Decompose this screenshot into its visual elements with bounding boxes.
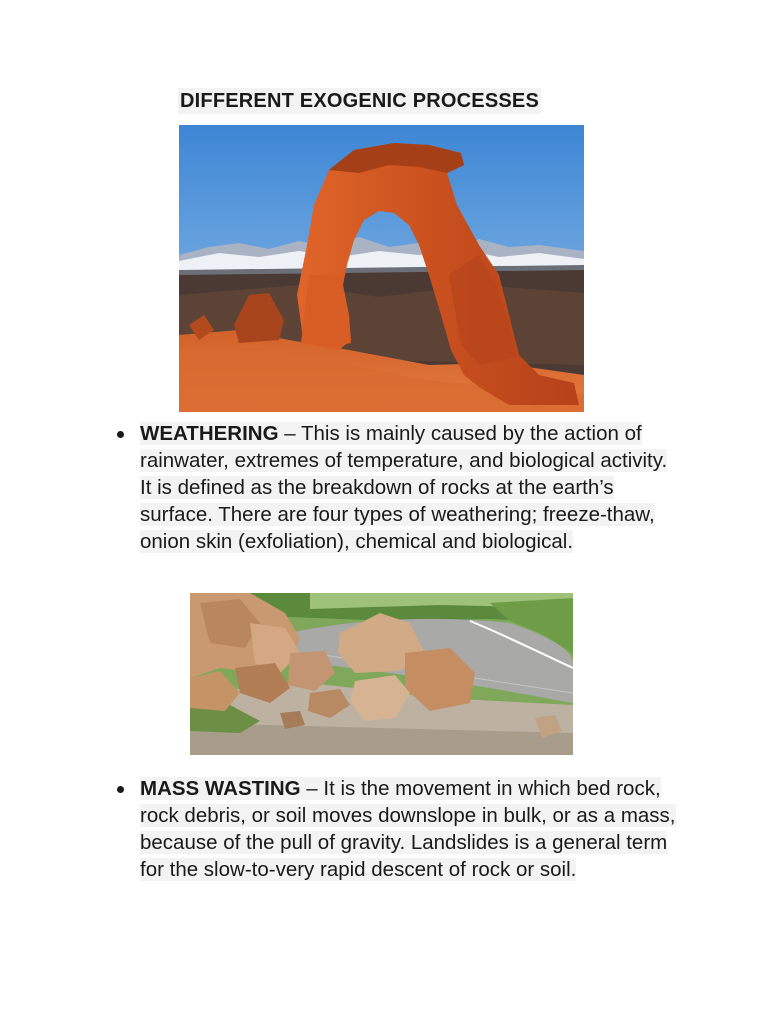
section-separator: – xyxy=(300,777,324,800)
document-title: DIFFERENT EXOGENIC PROCESSES xyxy=(180,90,539,112)
section-text: This is mainly caused by the action of rainwater, extremes of temperature, and biological activity. It is defined as the breakdown of rocks at the earth’s surface. There are four types of weathering; freeze-thaw, onion skin (exfoliation), chemical and biological. xyxy=(140,422,668,553)
weathering-section xyxy=(0,420,680,555)
list-item xyxy=(0,775,680,883)
list-item xyxy=(0,420,680,555)
rock-arch-photo xyxy=(179,125,584,412)
bullet-icon xyxy=(117,786,124,793)
bullet-icon xyxy=(117,431,124,438)
mass-wasting-section xyxy=(0,775,680,883)
section-term: WEATHERING xyxy=(140,422,279,445)
section-term: MASS WASTING xyxy=(140,777,301,800)
rockfall-road-photo xyxy=(190,593,573,755)
section-separator: – xyxy=(278,422,301,445)
section-text: It is the movement in which bed rock, rock debris, or soil moves downslope in bulk, or as a mass, because of the pull of gravity. Landslides is a general term for the slow-to-very rapid descent of rock or soil. xyxy=(140,777,676,881)
